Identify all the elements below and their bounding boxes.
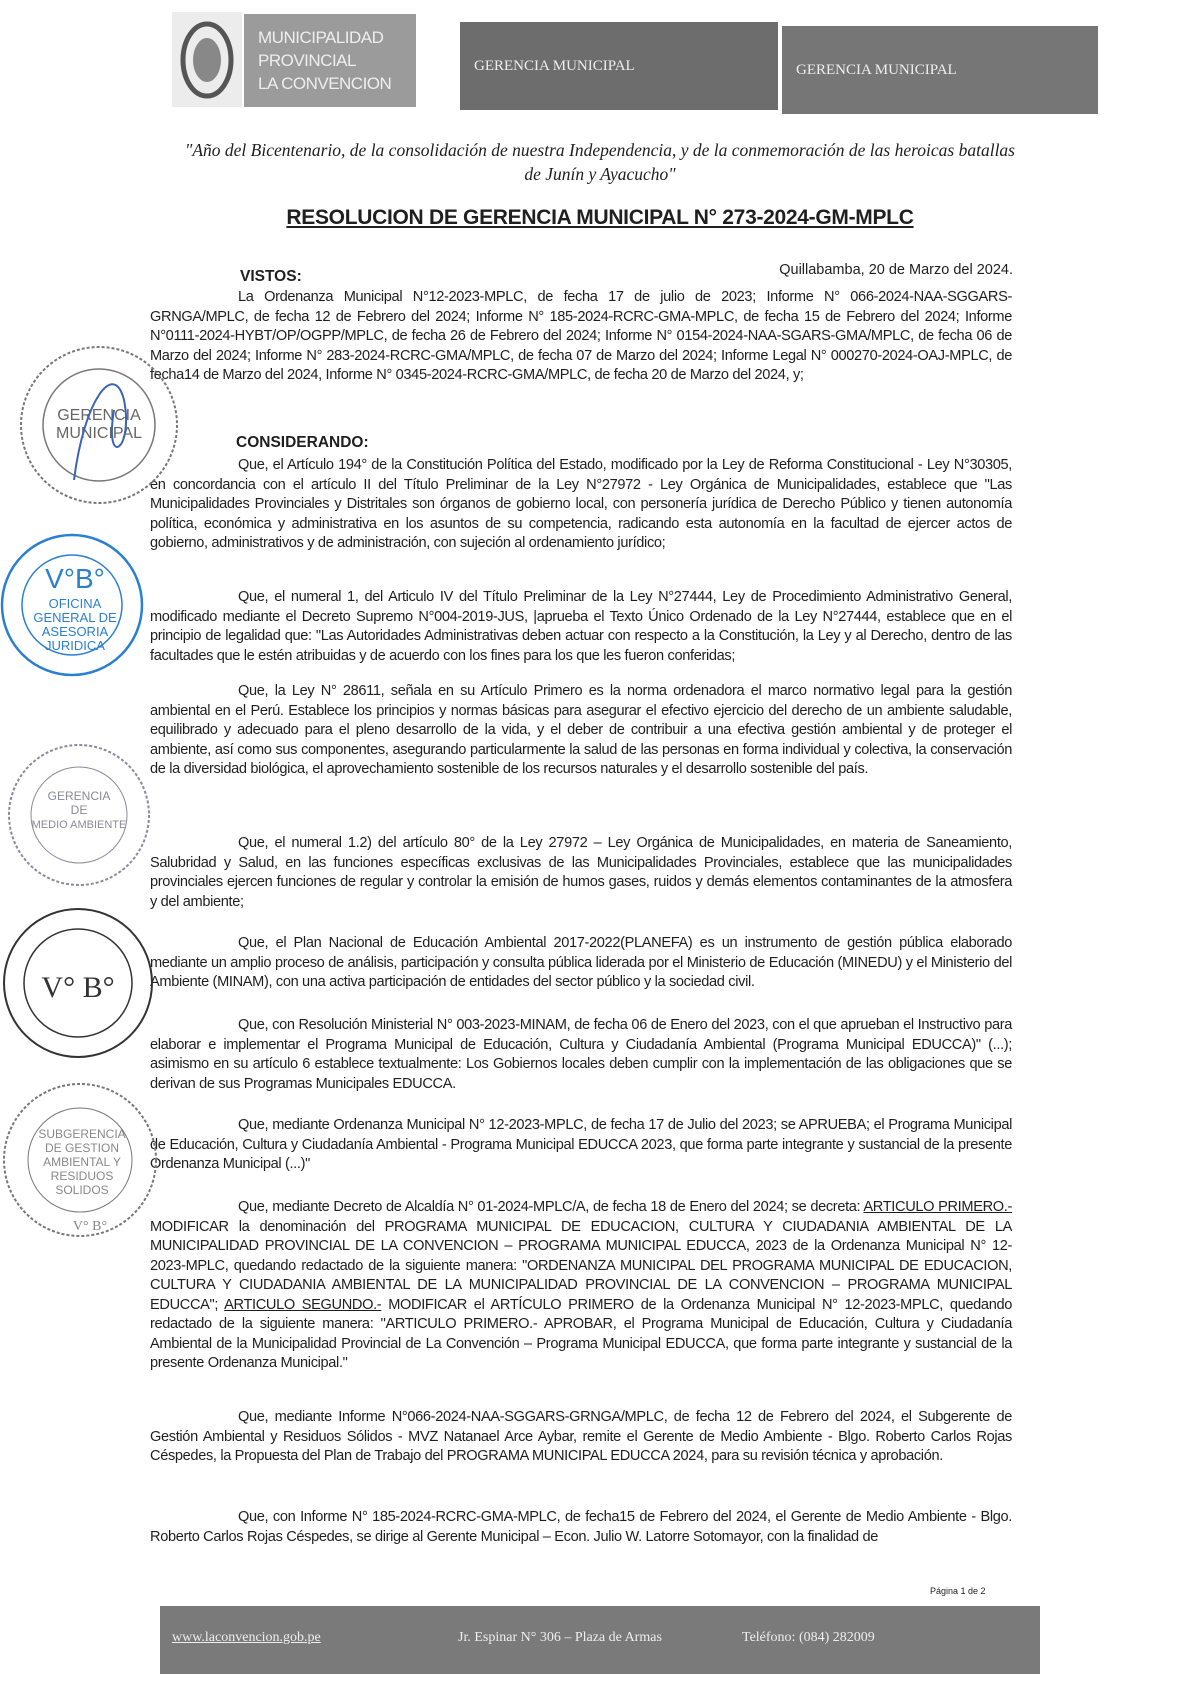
paragraph: Que, la Ley N° 28611, señala en su Artículo Primero es la norma ordenadora el marco normativo legal para la gestión ambiental en el Perú. Establece los principios y normas básicas para asegurar el efectivo ejercicio del derecho de un ambiente saludable, equilibrado y adecuado para el pleno desarrollo de la vida, y el deber de contribuir a una efectiva gestión ambiental y de proteger el ambiente, así como sus componentes, asegurando particularmente la salud de las personas en forma individual y colectiva, la conservación de la diversidad biológica, el aprovechamiento sostenible de los recursos naturales y el desarrollo sostenible del país. <box>150 683 1012 777</box>
header-band-1 <box>460 22 778 110</box>
stamp-gerencia-medio-ambiente <box>4 740 164 890</box>
stamp-asesoria-juridica <box>0 520 150 690</box>
paragraph: Que, con Informe N° 185-2024-RCRC-GMA-MPLC, de fecha15 de Febrero del 2024, el Gerente de Medio Ambiente - Blgo. Roberto Carlos Rojas Céspedes, se dirige al Gerente Municipal – Econ. Julio W. Latorre Sotomayor, con la finalidad de <box>150 1509 1012 1545</box>
footer-phone: Teléfono: (084) 282009 <box>742 1630 875 1645</box>
org-name-line: LA CONVENCION <box>258 74 392 93</box>
text: ARTICULO PRIMERO.- <box>863 1199 1012 1215</box>
stamp-text: JURIDICA <box>45 638 105 653</box>
paragraph: Que, el numeral 1.2) del artículo 80° de la Ley 27972 – Ley Orgánica de Municipalidades, en materia de Saneamiento, Salubridad y Salud, en las funciones específicas exclusivas de las Municipalidades Provinciales, establece que las municipalidades provinciales ejercen funciones de regular y controlar la emisión de humos gases, ruidos y demás elementos contaminantes de la atmosfera y del ambiente; <box>150 835 1012 910</box>
stamp-text: RESIDUOS <box>50 1169 114 1183</box>
footer-website: www.laconvencion.gob.pe <box>172 1630 321 1645</box>
stamp-text: GERENCIA <box>47 789 111 803</box>
stamp-text: SUBGERENCIA <box>38 1127 126 1141</box>
stamp-text: MEDIO AMBIENTE <box>31 819 127 831</box>
header-band-label: GERENCIA MUNICIPAL <box>796 61 957 78</box>
text: Que, mediante Decreto de Alcaldía N° 01-2024-MPLC/A, de fecha 18 de Enero del 2024; se decreta: <box>238 1199 864 1215</box>
municipal-crest-logo <box>172 12 242 107</box>
stamp-text: GENERAL DE <box>33 610 117 625</box>
text: MODIFICAR la denominación del PROGRAMA MUNICIPAL DE EDUCACION, CULTURA Y CIUDADANIA AMBIENTAL DE LA MUNICIPALIDAD PROVINCIAL DE LA CONVENCION – PROGRAMA MUNICIPAL EDUCCA, 2023 de la Ordenanza Municipal N° 12-2023-MPLC, quedando redactado de la siguiente manera: "ORDENANZA MUNICIPAL DEL PROGRAMA MUNICIPAL DE EDUCACION, CULTURA Y CIUDADANIA AMBIENTAL DE LA MUNICIPALIDAD PROVINCIAL DE LA CONVENCION – PROGRAMA MUNICIPAL EDUCCA"; <box>150 1218 1012 1313</box>
org-name-line: MUNICIPALIDAD <box>258 28 384 47</box>
year-motto: "Año del Bicentenario, de la consolidación de nuestra Independencia, y de la conmemoración de las heroicas batallas de Junín y Ayacucho" <box>185 140 1015 184</box>
footer-address: Jr. Espinar N° 306 – Plaza de Armas <box>458 1630 662 1645</box>
paragraph: Que, el Plan Nacional de Educación Ambiental 2017-2022(PLANEFA) es un instrumento de gestión pública elaborado mediante un amplio proceso de análisis, participación y consulta pública liderada por el Ministerio de Educación (MINEDU) y el Ministerio del Ambiente (MINAM), con una activa participación de entidades del sector público y la sociedad civil. <box>150 935 1012 990</box>
stamp-text: SOLIDOS <box>55 1183 109 1197</box>
paragraph: Que, el numeral 1, del Articulo IV del Título Preliminar de la Ley N°27444, Ley de Procedimiento Administrativo General, modificado mediante el Decreto Supremo N°004-2019-JUS, |aprueba el Texto Único Ordenado de la Ley N°27444, establece que en el principio de legalidad que: "Las Autoridades Administrativas deben actuar con respecto a la Constitución, la Ley y al Derecho, dentro de las facultades que le estén atribuidas y de acuerdo con los fines para los que les fueron conferidas; <box>150 589 1012 664</box>
stamp-gerencia-municipal <box>14 340 184 510</box>
header-band-2 <box>782 26 1098 114</box>
vistos-paragraph: La Ordenanza Municipal N°12-2023-MPLC, de fecha 17 de julio de 2023; Informe N° 066-2024-NAA-SGGARS-GRNGA/MPLC, de fecha 12 de Febrero del 2024; Informe N° 185-2024-RCRC-GMA-MPLC, de fecha 15 de Febrero del 2024; Informe N°0111-2024-HYBT/OP/OGPP/MPLC, de fecha 26 de Febrero del 2024; Informe N° 0154-2024-NAA-SGARS-GMA/MPLC, de fecha 06 de Marzo del 2024; Informe N° 283-2024-RCRC-GMA/MPLC, de fecha 07 de Marzo del 2024; Informe Legal N° 000270-2024-OAJ-MPLC, de fecha14 de Marzo del 2024, Informe N° 0345-2024-RCRC-GMA/MPLC, de fecha 20 de Marzo del 2024, y; <box>150 289 1012 383</box>
stamp-text: V° B° <box>72 1219 108 1234</box>
text: ARTICULO SEGUNDO.- <box>224 1296 382 1313</box>
resolution-title: RESOLUCION DE GERENCIA MUNICIPAL N° 273-2024-GM-MPLC <box>286 206 914 229</box>
vistos-heading: VISTOS: <box>240 268 302 285</box>
considerando-heading: CONSIDERANDO: <box>236 434 369 451</box>
stamp-text: GERENCIA <box>57 407 141 424</box>
stamp-text: OFICINA <box>48 596 102 611</box>
stamp-text: AMBIENTAL Y <box>43 1155 121 1169</box>
org-name <box>244 14 416 107</box>
stamp-text: V° B° <box>41 971 115 1004</box>
stamp-text: V°B° <box>45 563 105 594</box>
paragraph: Que, el Artículo 194° de la Constitución Política del Estado, modificado por la Ley de Reforma Constitucional - Ley N°30305, en concordancia con el artículo II del Título Preliminar de la Ley N°27972 - Ley Orgánica de Municipalidades, establece que "Las Municipalidades Provinciales y Distritales son órganos de gobierno local, con personería jurídica de Derecho Público y tienen autonomía política, económica y administrativa en los asuntos de su competencia, radicando esta autonomía en la facultad de ejercer actos de gobierno, administrativos y de administración, con sujeción al ordenamiento jurídico; <box>150 457 1012 551</box>
resolution-date: Quillabamba, 20 de Marzo del 2024. <box>779 262 1013 278</box>
footer-band <box>160 1606 1040 1674</box>
paragraph: Que, mediante Ordenanza Municipal N° 12-2023-MPLC, de fecha 17 de Julio del 2023; se APRUEBA; el Programa Municipal de Educación, Cultura y Ciudadanía Ambiental - Programa Municipal EDUCCA 2023, que forma parte integrante y sustancial de la presente Ordenanza Municipal (...)" <box>150 1117 1012 1172</box>
stamp-text: DE <box>70 803 88 817</box>
paragraph: Que, mediante Informe N°066-2024-NAA-SGGARS-GRNGA/MPLC, de fecha 12 de Febrero del 2024, el Subgerente de Gestión Ambiental y Residuos Sólidos - MVZ Natanael Arce Aybar, remite el Gerente de Medio Ambiente - Blgo. Roberto Carlos Rojas Céspedes, la Propuesta del Plan de Trabajo del PROGRAMA MUNICIPAL EDUCCA 2024, para su revisión técnica y aprobación. <box>150 1409 1012 1464</box>
org-name-line: PROVINCIAL <box>258 51 356 70</box>
stamp-planeamiento <box>0 905 160 1065</box>
text: MODIFICAR el ARTÍCULO PRIMERO de la Ordenanza Municipal N° 12-2023-MPLC, quedando redactado de la siguiente manera: "ARTICULO PRIMERO.- APROBAR, el Programa Municipal de Educación, Cultura y Ciudadanía Ambiental de la Municipalidad Provincial de La Convención – Programa Municipal EDUCCA, que forma parte integrante y sustancial de la presente Ordenanza Municipal." <box>150 1296 1012 1371</box>
paragraph-decreto <box>150 1198 1012 1374</box>
header-band-label: GERENCIA MUNICIPAL <box>474 57 635 74</box>
page-number: Página 1 de 2 <box>930 1586 986 1596</box>
stamp-text: MUNICIPAL <box>56 425 142 442</box>
stamp-text: DE GESTION <box>44 1141 120 1155</box>
paragraph: Que, con Resolución Ministerial N° 003-2023-MINAM, de fecha 06 de Enero del 2023, con el que aprueban el Instructivo para elaborar e implementar el Programa Municipal de Educación, Cultura y Ciudadanía Ambiental (Programa Municipal EDUCCA)" (...); asimismo en su artículo 6 establece textualmente: Los Gobiernos locales deben cumplir con la implementación de las obligaciones que se derivan de sus Programas Municipales EDUCCA. <box>150 1017 1012 1092</box>
stamp-subgerencia-gestion-ambiental <box>0 1080 170 1245</box>
stamp-text: ASESORIA <box>41 624 109 639</box>
